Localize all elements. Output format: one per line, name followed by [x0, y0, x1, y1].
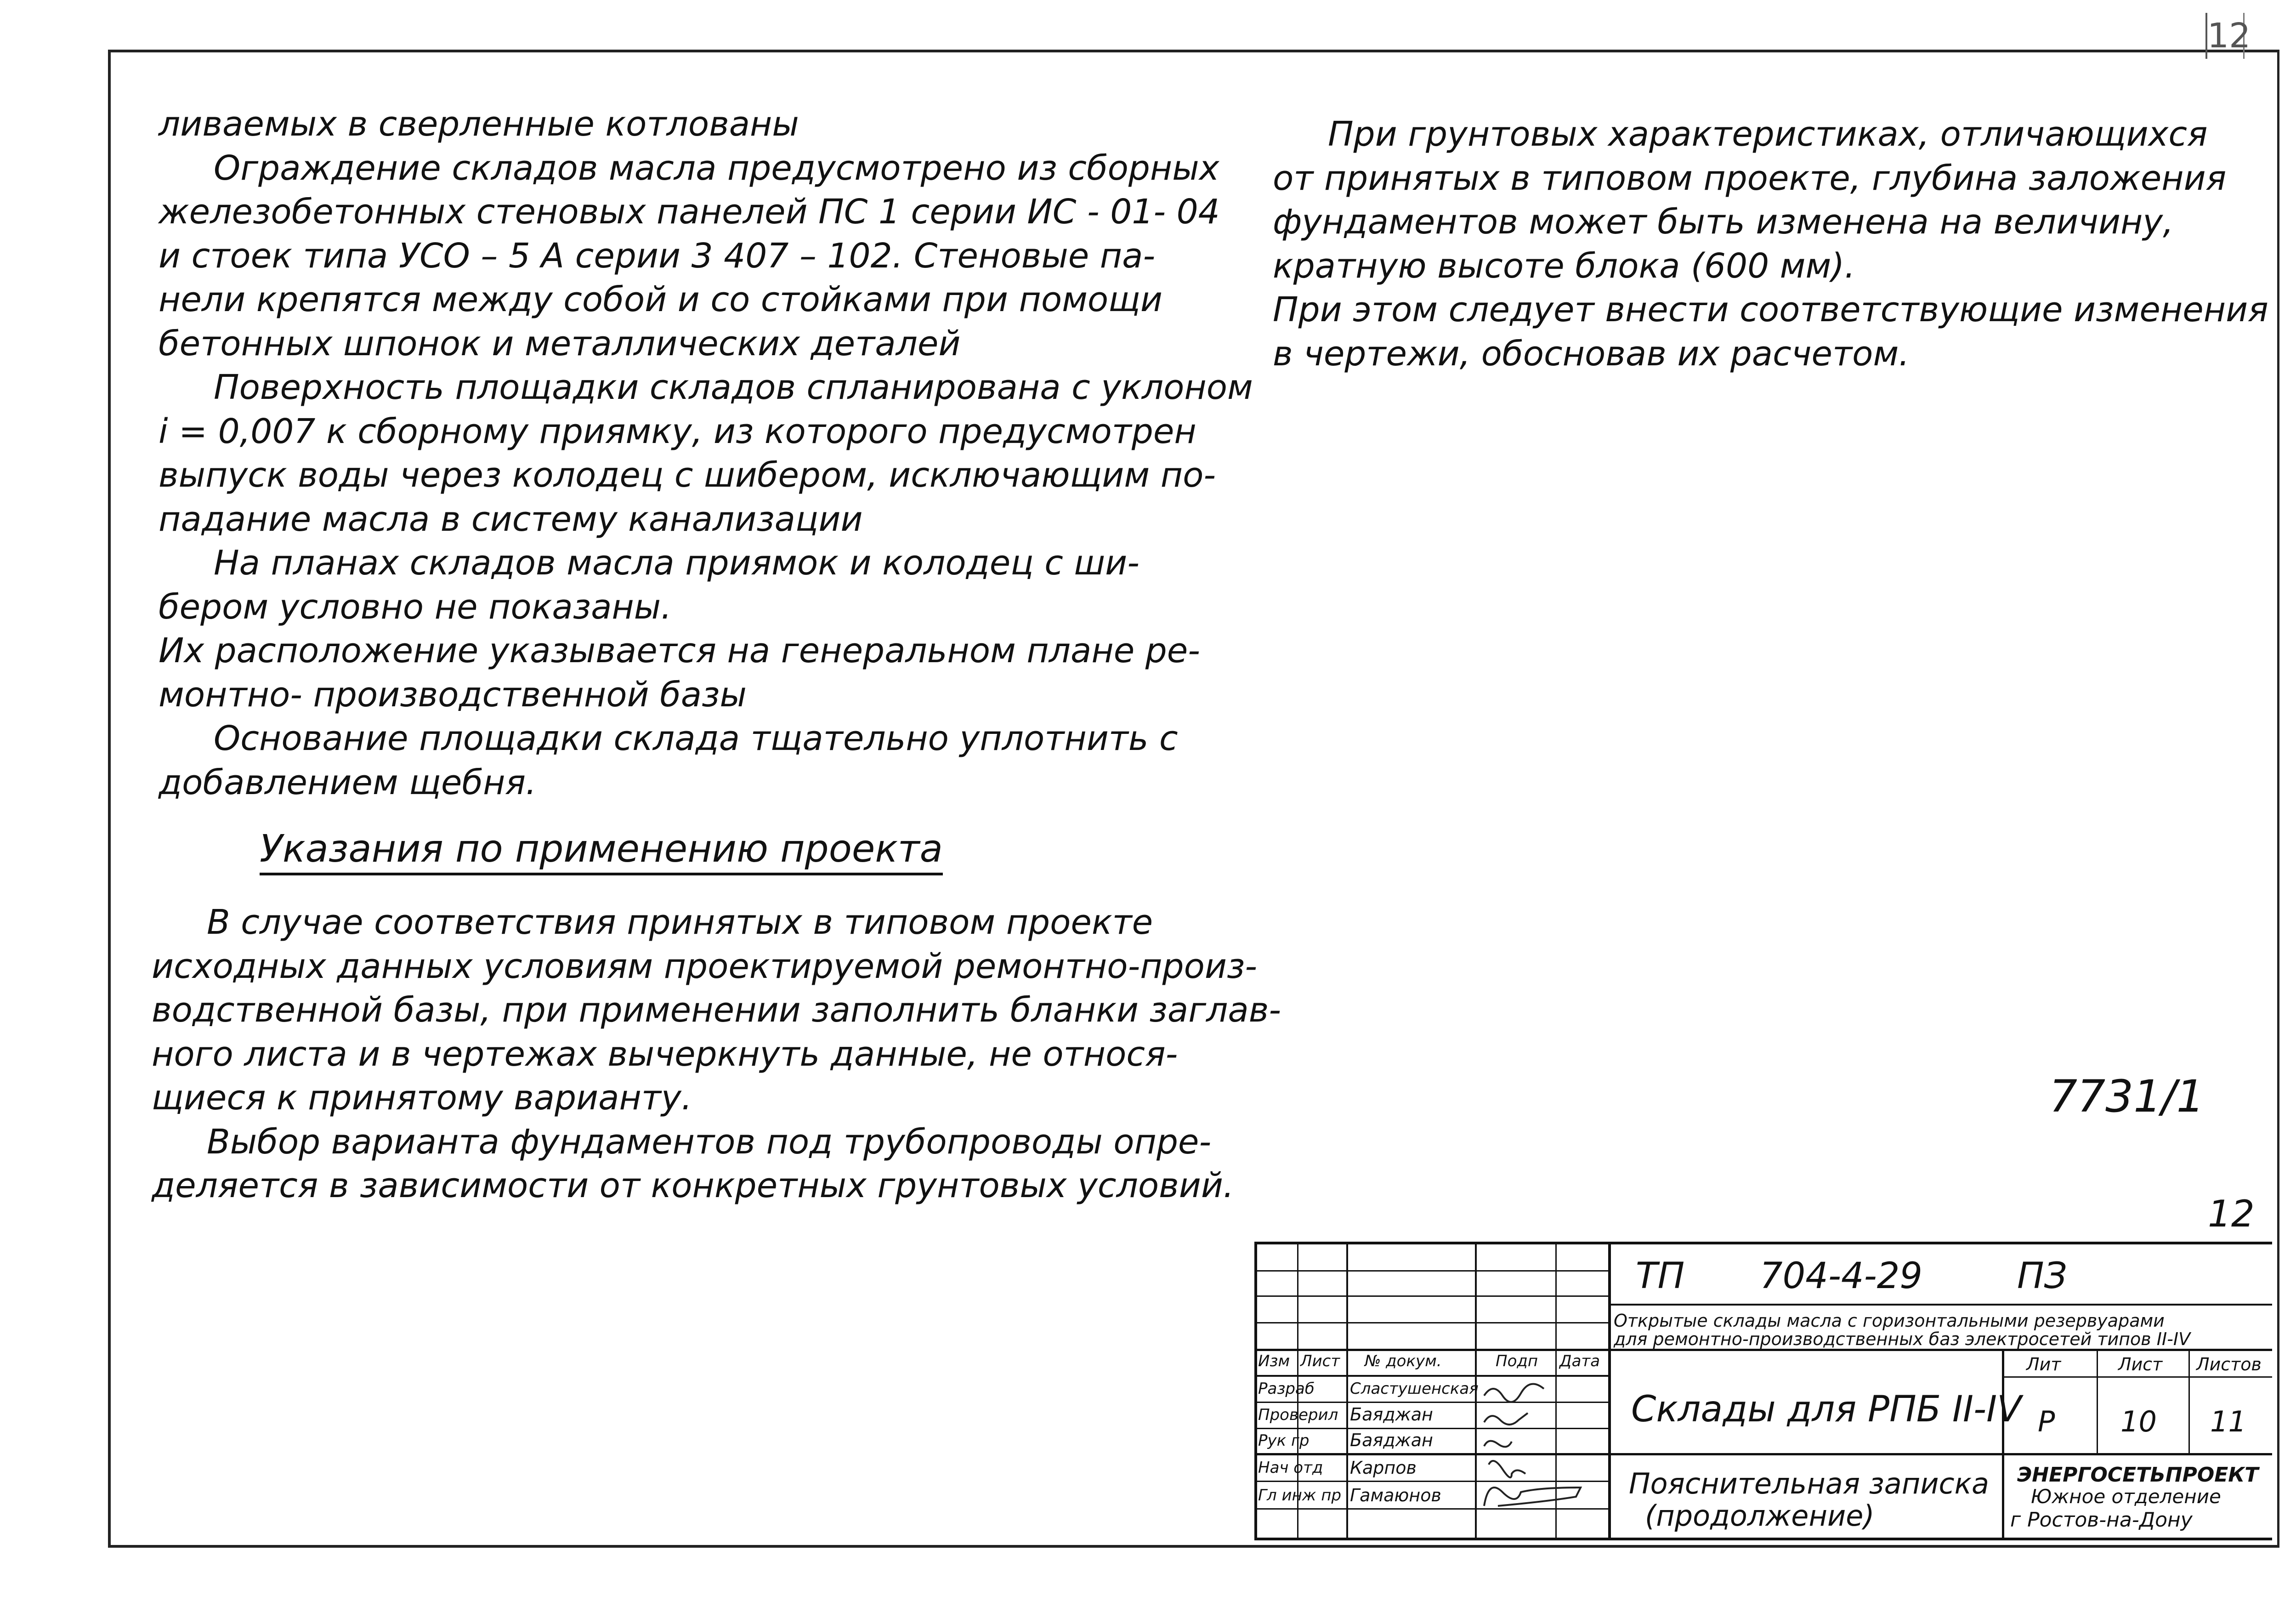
sheets-value: 11 — [2210, 1405, 2246, 1438]
text-line: При этом следует внести соответствующие изменения — [1273, 290, 2268, 329]
lit-label: Лит — [2026, 1354, 2061, 1374]
text-line: фундаментов может быть изменена на величину, — [1273, 202, 2174, 242]
left-column-text-2 — [152, 903, 1281, 1215]
text-line: от принятых в типовом проекте, глубина заложения — [1273, 158, 2227, 198]
header-list: Лист — [1300, 1352, 1340, 1370]
text-line: На планах складов масла приямок и колодец с ши- — [214, 543, 1139, 583]
text-line: щиеся к принятому варианту. — [152, 1078, 692, 1118]
role-nach-otd: Нач отд — [1258, 1459, 1323, 1477]
title-block — [1254, 1242, 2272, 1540]
header-doc-num: № докум. — [1365, 1352, 1442, 1370]
sheet-value: 10 — [2120, 1405, 2157, 1438]
text-line: и стоек типа УСО – 5 А серии 3 407 – 102. Стеновые па- — [159, 236, 1156, 276]
sheet-number-top: 12 — [2208, 1192, 2255, 1235]
text-line: добавлением щебня. — [159, 762, 537, 802]
text-line: нели крепятся между собой и со стойками при помощи — [159, 280, 1162, 319]
sheet-label: Лист — [2118, 1354, 2163, 1374]
role-gl-inzh: Гл инж пр — [1258, 1486, 1342, 1505]
name-proveril: Баяджан — [1350, 1404, 1433, 1425]
text-line: исходных данных условиям проектируемой ремонтно-произ- — [152, 946, 1258, 986]
header-sign: Подп — [1496, 1352, 1538, 1370]
project-code: 704-4-29 — [1760, 1255, 1923, 1297]
doc-title-line2: (продолжение) — [1645, 1499, 1875, 1533]
role-razrab: Разраб — [1258, 1380, 1315, 1398]
name-nach-otd: Карпов — [1350, 1458, 1417, 1478]
org-line1: ЭНЕРГОСЕТЬПРОЕКТ — [2017, 1463, 2259, 1487]
header-date: Дата — [1559, 1352, 1600, 1370]
name-razrab: Сластушенская — [1350, 1380, 1479, 1398]
text-line: ливаемых в сверленные котлованы — [159, 104, 799, 144]
role-proveril: Проверил — [1258, 1406, 1338, 1424]
text-line: При грунтовых характеристиках, отличающихся — [1328, 114, 2208, 154]
header-izm: Изм — [1258, 1352, 1290, 1370]
text-line: монтно- производственной базы — [159, 675, 747, 715]
signatures-graphic — [1480, 1373, 1617, 1538]
text-line: падание масла в систему канализации — [159, 499, 863, 539]
doc-title-line1: Пояснительная записка — [1629, 1467, 1990, 1500]
text-line: железобетонных стеновых панелей ПС 1 серии ИС - 01- 04 — [159, 192, 1220, 232]
org-line2: Южное отделение — [2031, 1485, 2221, 1508]
name-ruk-gr: Баяджан — [1350, 1430, 1433, 1450]
doc-code: ПЗ — [2017, 1255, 2067, 1297]
role-ruk-gr: Рук гр — [1258, 1431, 1310, 1450]
text-line: выпуск воды через колодец с шибером, исключающим по- — [159, 455, 1216, 495]
designation: ТП — [1636, 1255, 1685, 1297]
text-line: ного листа и в чертежах вычеркнуть данные, не относя- — [152, 1034, 1178, 1074]
lit-value: Р — [2038, 1405, 2055, 1438]
object-name: Склады для РПБ II-IV — [1631, 1389, 2022, 1430]
org-line3: г Ростов-на-Дону — [2010, 1508, 2193, 1532]
right-column-text — [1273, 114, 2268, 381]
text-line: водственной базы, при применении заполнить бланки заглав- — [152, 990, 1281, 1030]
text-line: Их расположение указывается на генеральном плане ре- — [159, 631, 1201, 670]
left-column-text — [159, 104, 1253, 812]
section-heading: Указания по применению проекта — [260, 827, 943, 875]
description-line2: для ремонтно-производственных баз электросетей типов II-IV — [1614, 1329, 2191, 1349]
sheets-label: Листов — [2196, 1354, 2262, 1374]
description-line1: Открытые склады масла с горизонтальными резервуарами — [1614, 1311, 2165, 1331]
name-gl-inzh: Гамаюнов — [1350, 1485, 1441, 1505]
text-line: кратную высоте блока (600 мм). — [1273, 246, 1855, 286]
text-line: бетонных шпонок и металлических деталей — [159, 324, 961, 363]
text-line: Поверхность площадки складов спланирована с уклоном — [214, 368, 1253, 407]
text-line: i = 0,007 к сборному приямку, из которого предусмотрен — [159, 411, 1196, 451]
text-line: Выбор варианта фундаментов под трубопроводы опре- — [207, 1122, 1212, 1162]
stamp-number: 7731/1 — [2049, 1071, 2205, 1122]
text-line: в чертежи, обосновав их расчетом. — [1273, 334, 1910, 374]
corner-page-number: 12 — [2205, 13, 2245, 59]
text-line: бером условно не показаны. — [159, 587, 672, 627]
text-line: В случае соответствия принятых в типовом проекте — [207, 903, 1153, 942]
text-line: Ограждение складов масла предусмотрено из сборных — [214, 148, 1219, 188]
text-line: деляется в зависимости от конкретных грунтовых условий. — [152, 1166, 1234, 1205]
text-line: Основание площадки склада тщательно уплотнить с — [214, 719, 1178, 758]
